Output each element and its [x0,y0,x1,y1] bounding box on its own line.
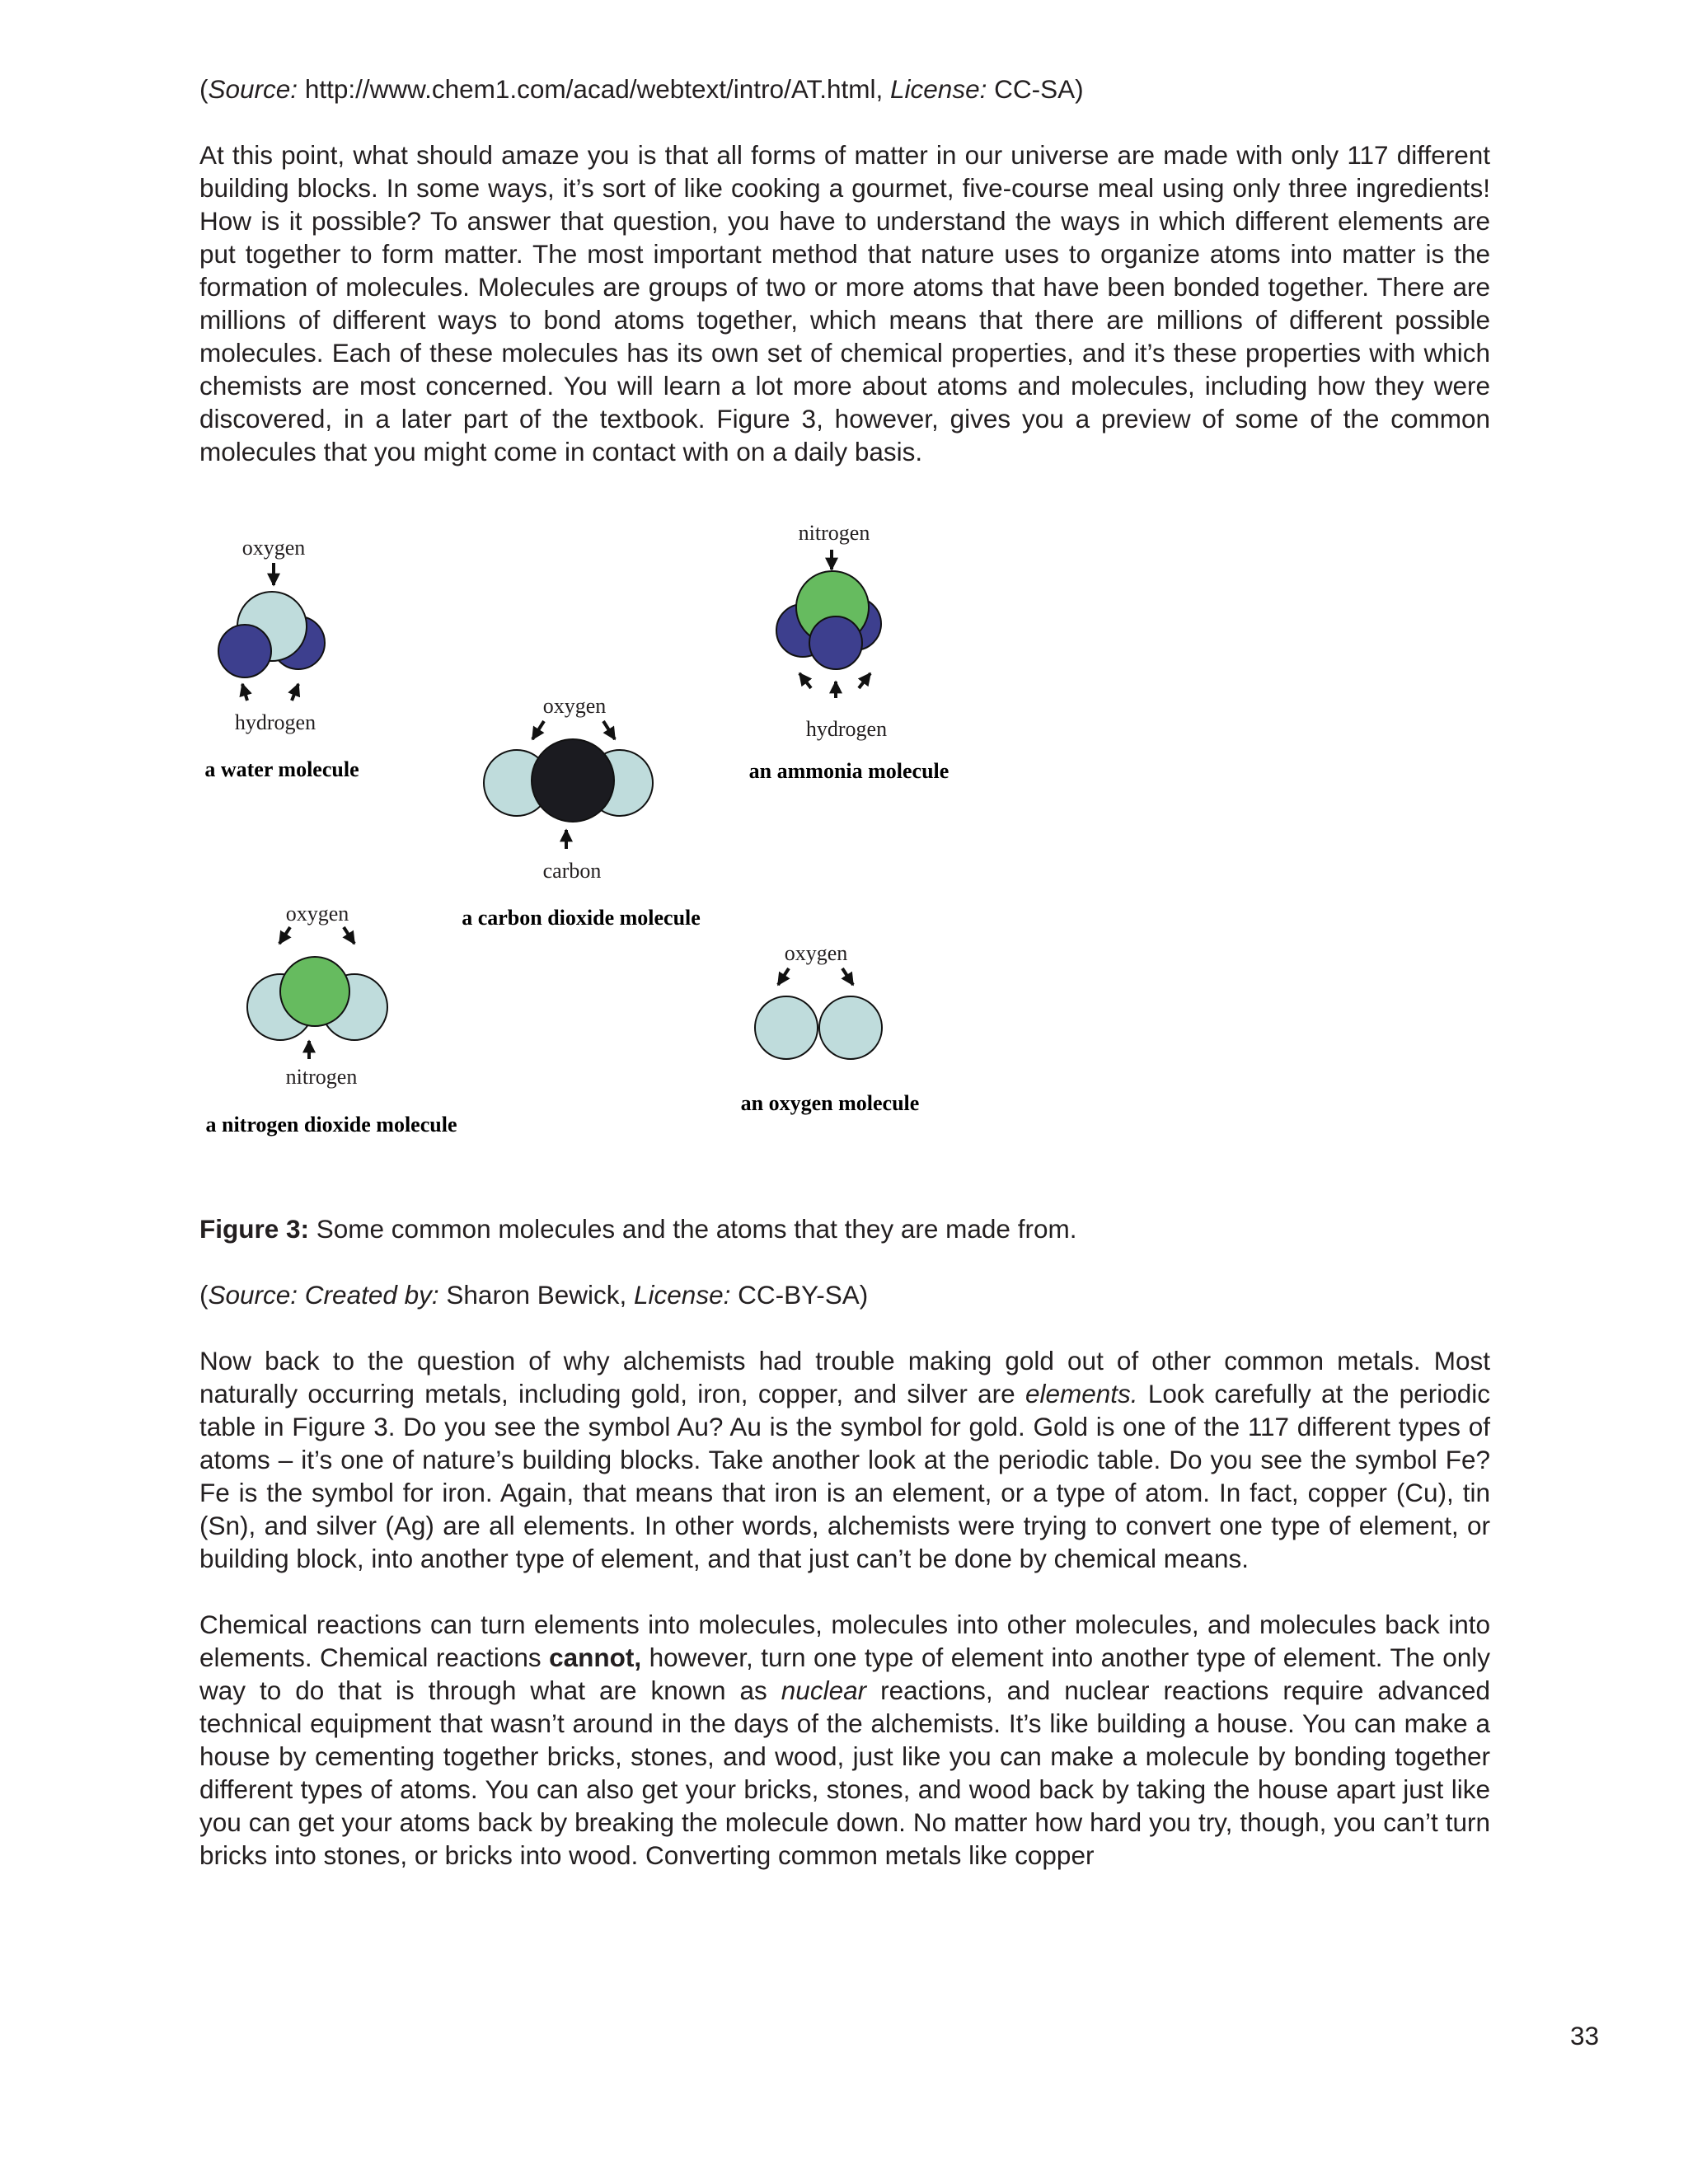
ammonia-hydrogen-label: hydrogen [805,717,888,741]
figure-caption [199,1212,1490,1245]
license-label: License: [890,74,987,104]
water-hydrogen-atom-left [218,625,271,677]
molecules-figure [199,515,991,1158]
figure-caption-text: Some common molecules and the atoms that they are made from. [309,1214,1077,1244]
o2-oxygen-label: oxygen [784,941,848,965]
figure-caption-label: Figure 3: [199,1214,310,1244]
co2-oxygen-label: oxygen [542,694,607,718]
co2-carbon-atom [532,739,614,822]
emphasis-elements: elements. [1025,1379,1138,1408]
co2-carbon-label: carbon [542,859,602,883]
ammonia-caption: an ammonia molecule [748,759,950,783]
water-oxygen-label: oxygen [241,536,306,560]
oxygen-molecule [741,941,920,1115]
o2-oxygen-atom-left [755,996,818,1059]
no2-nitrogen-label: nitrogen [285,1065,358,1089]
paragraph-building-blocks: At this point, what should amaze you is that all forms of matter in our universe are made with only 117 different building blocks. In some ways, it’s sort of like cooking a gourmet, five-course meal using only three ingredients! How is it possible? To answer that question, you have to understand the ways in which different elements are put together to form matter. The most important method that nature uses to organize atoms into matter is the formation of molecules. Molecules are groups of two or more atoms that have been bonded together. There are millions of different ways to bond atoms together, which means that there are millions of different possible molecules. Each of these molecules has its own set of chemical properties, and it’s these properties with which chemists are most concerned. You will learn a lot more about atoms and molecules, including how they were discovered, in a later part of the textbook. Figure 3, however, gives you a preview of some of the common molecules that you might come in contact with on a daily basis. [199,140,1490,466]
emphasis-nuclear: nuclear [781,1675,867,1705]
nitrogen-dioxide-molecule [205,902,457,1137]
source-credit-2: (Source: Created by: Sharon Bewick, License: CC-BY-SA) [199,1280,869,1310]
no2-nitrogen-atom [280,957,349,1026]
o2-oxygen-atom-right [819,996,882,1059]
license-value: CC-SA) [987,74,1084,104]
o2-caption: an oxygen molecule [740,1091,920,1115]
paragraph-chemical-reactions: Chemical reactions can turn elements into molecules, molecules into other molecules, and molecules back into elements. Chemical reactions cannot, however, turn one type of element into another type of element. The only way to do that is through what are known as nuclear reactions, and nuclear reactions require advanced technical equipment that wasn’t around in the days of the alchemists. It’s like building a house. You can make a house by cementing together bricks, stones, and wood, just like you can make a molecule by bonding together different types of atoms. You can also get your bricks, stones, and wood back by taking the house apart just like you can get your atoms back by breaking the molecule down. No matter how hard you try, though, you can’t turn bricks into stones, or bricks into wood. Converting common metals like copper [199,1610,1490,1870]
water-molecule [204,536,359,781]
ammonia-molecule [749,521,950,783]
source-credit-1: (Source: http://www.chem1.com/acad/webtext/intro/AT.html, License: CC-SA) [199,74,1084,104]
source-url: http://www.chem1.com/acad/webtext/intro/AT.html, [298,74,891,104]
co2-caption: a carbon dioxide molecule [462,906,701,930]
paragraph-alchemists: Now back to the question of why alchemists had trouble making gold out of other common metals. Most naturally occurring metals, including gold, iron, copper, and silver are elements. Look carefully at the periodic table in Figure 3. Do you see the symbol Au? Au is the symbol for gold. Gold is one of the 117 different types of atoms – it’s one of nature’s building blocks. Take another look at the periodic table. Do you see the symbol Fe? Fe is the symbol for iron. Again, that means that iron is an element, or a type of atom. In fact, copper (Cu), tin (Sn), and silver (Ag) are all elements. In other words, alchemists were trying to convert one type of element, or building block, into another type of element, and that just can’t be done by chemical means. [199,1346,1490,1573]
no2-caption: a nitrogen dioxide molecule [205,1113,457,1137]
emphasis-cannot: cannot, [549,1643,642,1672]
page-number: 33 [1569,2021,1599,2050]
body-text-bottom [199,1212,1490,1872]
source-created-label: Source: Created by: [208,1280,439,1310]
water-hydrogen-label: hydrogen [234,710,316,734]
source-author: Sharon Bewick, [438,1280,635,1310]
license-label: License: [634,1280,731,1310]
ammonia-nitrogen-label: nitrogen [798,521,870,545]
ammonia-hydrogen-atom-center [809,616,862,669]
source-label: Source: [208,74,298,104]
no2-oxygen-label: oxygen [285,902,349,926]
water-caption: a water molecule [204,757,359,781]
carbon-dioxide-molecule [462,694,701,930]
license-value: CC-BY-SA) [730,1280,869,1310]
body-text-top [199,73,1490,468]
